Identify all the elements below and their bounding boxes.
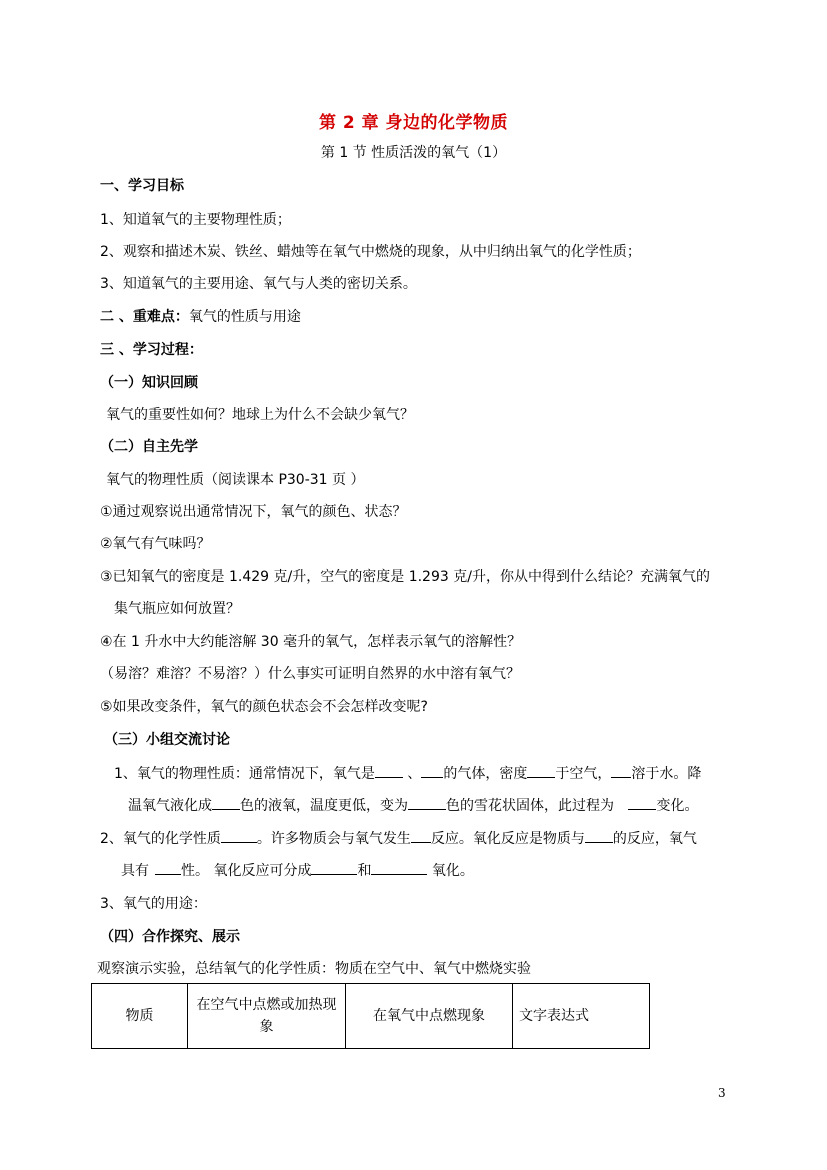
text: 和 [357,863,372,879]
table-header-cell: 在空气中点燃或加热现象 [188,984,346,1049]
table-header-cell: 文字表达式 [513,984,650,1049]
question-1: ①通过观察说出通常情况下，氧气的颜色、状态？ [100,504,407,520]
process-heading: 三 、学习过程： [100,342,203,358]
question-3-cont: 集气瓶应如何放置？ [114,601,240,617]
text: 1、氧气的物理性质：通常情况下，氧气是 [114,766,375,782]
question-5: ⑤如果改变条件，氧气的颜色状态会不会怎样改变呢? [100,699,428,715]
explore-intro: 观察演示实验，总结氧气的化学性质：物质在空气中、氧气中燃烧实验 [97,961,531,977]
chapter-title: 第 2 章 身边的化学物质 [318,113,509,133]
fill-blank[interactable] [311,860,357,875]
discussion-p3: 3、氧气的用途： [100,896,207,912]
text: 氧化。 [427,863,474,879]
question-4: ④在 1 升水中大约能溶解 30 毫升的氧气，怎样表示氧气的溶解性？ [100,634,522,650]
review-question: 氧气的重要性如何？地球上为什么不会缺少氧气？ [106,407,414,423]
fill-blank[interactable] [611,763,631,778]
self-study-intro: 氧气的物理性质（阅读课本 P30-31 页 ） [106,472,365,488]
text: 2、氧气的化学性质 [100,831,221,847]
fill-blank[interactable] [221,828,257,843]
text: 于空气， [555,766,612,782]
question-3: ③已知氧气的密度是 1.429 克/升，空气的密度是 1.293 克/升，你从中得到什么结论？充满氧气的 [100,569,710,585]
fill-blank[interactable] [411,828,431,843]
table-header-cell: 物质 [92,984,188,1049]
text: 色的液氧，温度更低，变为 [240,798,408,814]
goal-item: 2、观察和描述木炭、铁丝、蜡烛等在氧气中燃烧的现象，从中归纳出氧气的化学性质； [100,244,641,260]
discussion-heading: （三）小组交流讨论 [104,732,230,748]
goal-item: 1、知道氧气的主要物理性质； [100,212,291,228]
discussion-p2-line1 [100,828,697,849]
fill-blank[interactable] [375,763,403,778]
text: 、 [407,766,422,782]
section-title: 第 1 节 性质活泼的氧气（1） [320,145,507,161]
fill-blank[interactable] [371,860,427,875]
fill-blank[interactable] [421,763,443,778]
text: 。许多物质会与氧气发生 [256,831,411,847]
text: 性。 氧化反应可分成 [181,863,312,879]
experiment-table [91,983,650,1049]
text: 的反应，氧气 [612,831,697,847]
fill-blank[interactable] [527,763,555,778]
discussion-p2-line2 [121,860,474,881]
discussion-p1-line2 [128,795,698,816]
page-number: 3 [718,1086,726,1100]
text: 溶于水。降 [631,766,702,782]
fill-blank[interactable] [212,795,240,810]
goals-heading: 一、学习目标 [100,178,184,194]
question-2: ②氧气有气味吗？ [100,536,211,552]
table-header-row [92,984,650,1049]
key-points-label: 二 、重难点： [100,309,189,325]
self-study-heading: （二）自主先学 [100,439,198,455]
fill-blank[interactable] [408,795,446,810]
key-points [100,307,301,327]
explore-heading: （四）合作探究、展示 [100,929,240,945]
review-heading: （一）知识回顾 [100,375,198,391]
discussion-p1-line1 [114,763,701,784]
table-header-cell: 在氧气中点燃现象 [346,984,513,1049]
fill-blank[interactable] [155,860,181,875]
text: 色的雪花状固体，此过程为 [446,798,614,814]
goal-item: 3、知道氧气的主要用途、氧气与人类的密切关系。 [100,276,417,292]
text: 具有 [121,863,149,879]
fill-blank[interactable] [585,828,613,843]
fill-blank[interactable] [628,795,656,810]
text: 变化。 [656,798,699,814]
text: 反应。氧化反应是物质与 [430,831,585,847]
text: 温氧气液化成 [128,798,212,814]
question-4-note: （易溶？难溶？不易溶？）什么事实可证明自然界的水中溶有氧气？ [100,666,520,682]
text: 的气体，密度 [443,766,528,782]
key-points-text: 氧气的性质与用途 [188,309,301,325]
